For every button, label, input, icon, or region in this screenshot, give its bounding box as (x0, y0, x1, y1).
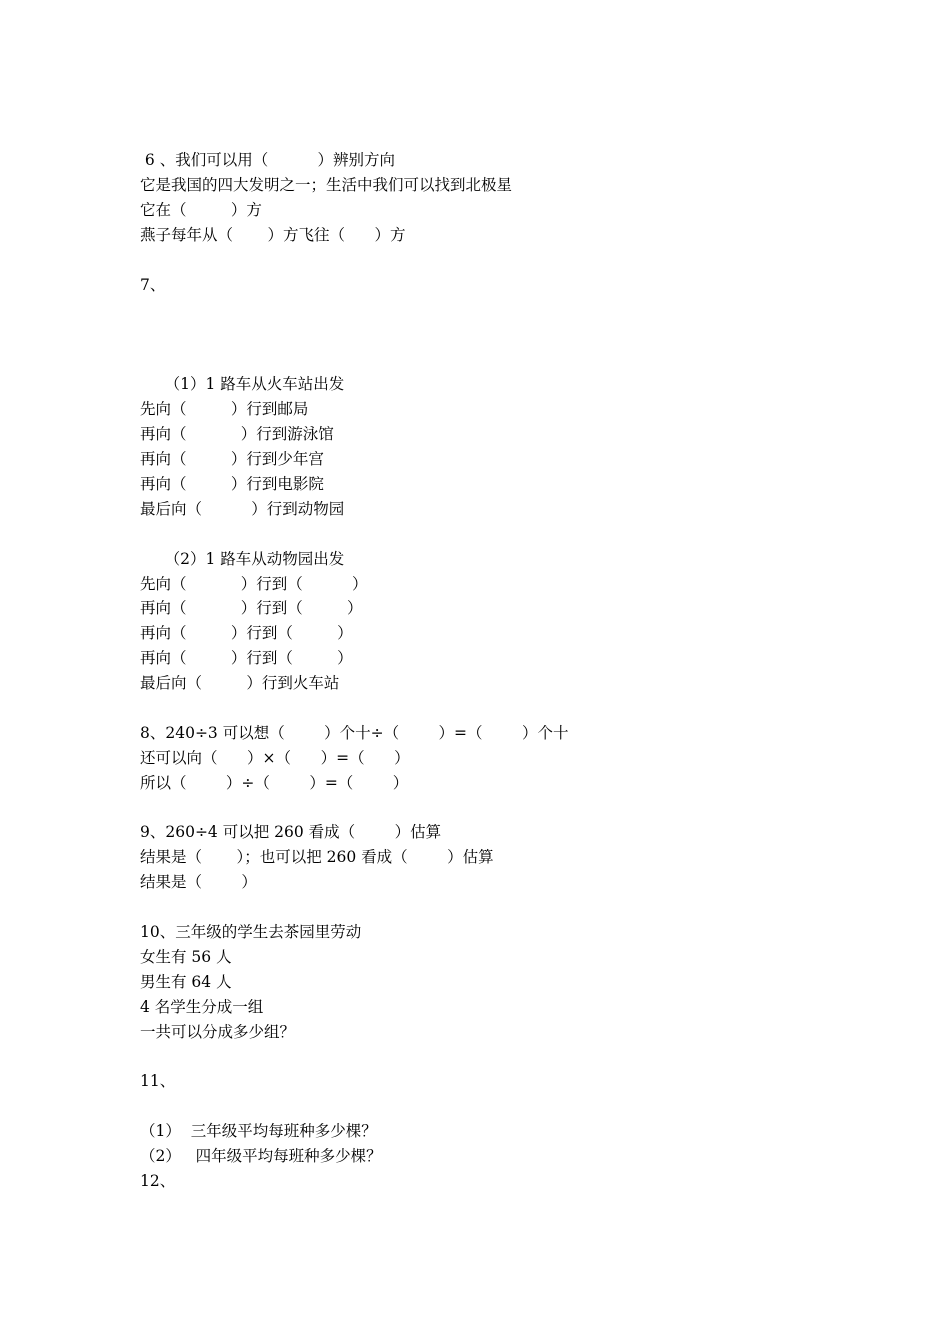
q7-part1-step: 再向（ ）行到电影院 (140, 475, 324, 493)
q7-part2-heading: （2）1 路车从动物园出发 (140, 550, 345, 568)
q7-part2-step: 再向（ ）行到（ ） (140, 599, 363, 617)
q10-boys: 男生有 64 人 (140, 973, 232, 991)
q10-question: 10、三年级的学生去茶园里劳动 (140, 923, 362, 941)
q6-north-star-blank: 它在（ ）方 (140, 201, 262, 219)
q6-hint-text: 它是我国的四大发明之一；生活中我们可以找到北极星 (140, 176, 513, 194)
q12-number: 12、 (140, 1172, 176, 1190)
q9-line3: 结果是（ ） (140, 873, 257, 891)
q7-part2-step: 再向（ ）行到（ ） (140, 649, 353, 667)
q7-number: 7、 (140, 276, 166, 294)
q10-group-size: 4 名学生分成一组 (140, 998, 264, 1016)
q11-number: 11、 (140, 1072, 176, 1090)
q7-part2-step: 再向（ ）行到（ ） (140, 624, 353, 642)
q7-part1-step: 最后向（ ）行到动物园 (140, 500, 345, 518)
q11-sub2: （2） 四年级平均每班种多少棵？ (140, 1147, 382, 1165)
q7-part1-heading: （1）1 路车从火车站出发 (140, 375, 345, 393)
q8-line3: 所以（ ）÷（ ）=（ ） (140, 774, 409, 792)
q6-question: 6 、我们可以用（ ）辨别方向 (140, 151, 395, 169)
q9-question: 9、260÷4 可以把 260 看成（ ）估算 (140, 823, 442, 841)
q8-question: 8、240÷3 可以想（ ）个十÷（ ）=（ ）个十 (140, 724, 569, 742)
q10-ask: 一共可以分成多少组？ (140, 1023, 296, 1041)
q7-part1-step: 再向（ ）行到游泳馆 (140, 425, 334, 443)
q7-part2-step: 最后向（ ）行到火车站 (140, 674, 340, 692)
q10-girls: 女生有 56 人 (140, 948, 232, 966)
q9-line2: 结果是（ ）；也可以把 260 看成（ ）估算 (140, 848, 494, 866)
q7-part1-step: 先向（ ）行到邮局 (140, 400, 309, 418)
q11-sub1: （1） 三年级平均每班种多少棵？ (140, 1122, 377, 1140)
q7-part1-step: 再向（ ）行到少年宫 (140, 450, 324, 468)
q7-part2-step: 先向（ ）行到（ ） (140, 575, 368, 593)
q8-line2: 还可以向（ ）×（ ）=（ ） (140, 749, 410, 767)
q6-swallow-blank: 燕子每年从（ ）方飞往（ ）方 (140, 226, 406, 244)
